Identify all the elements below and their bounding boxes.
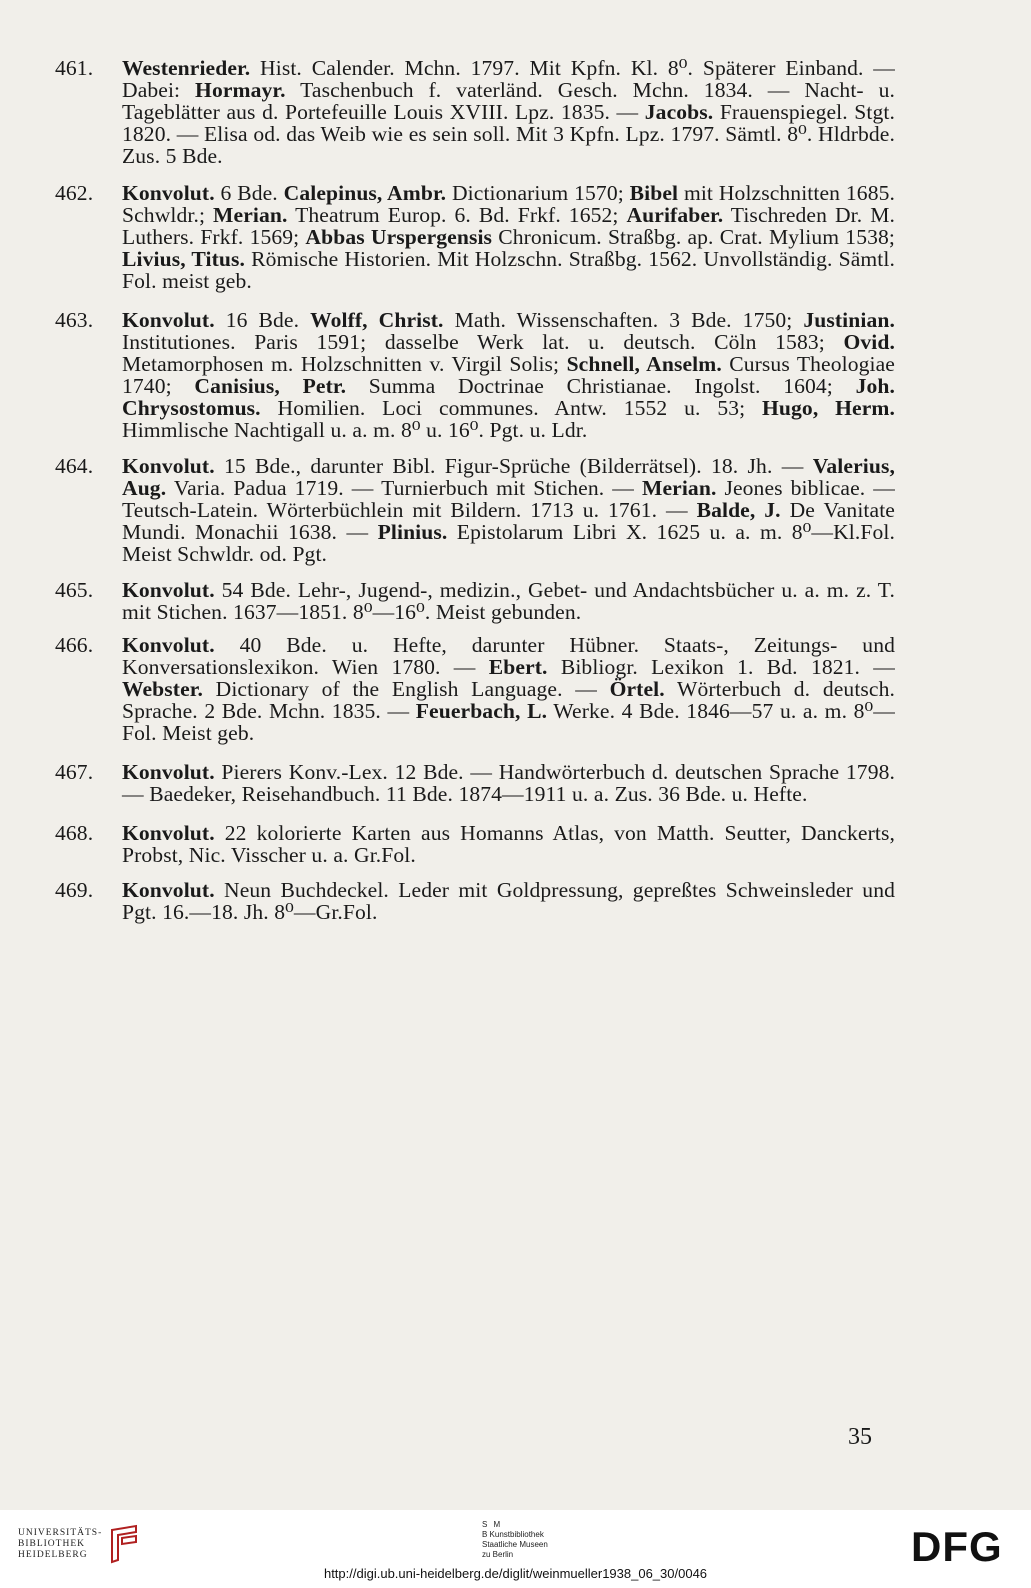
entry-text: Tischreden Dr. M. Luthers. Frkf. 1569;	[122, 203, 895, 249]
catalog-entry	[55, 309, 895, 441]
permalink-url[interactable]: http://digi.ub.uni-heidelberg.de/diglit/weinmueller1938_06_30/0046	[323, 1566, 708, 1581]
ub-logo-line: BIBLIOTHEK	[18, 1538, 85, 1549]
entry-text: Dictionary of the English Language. —	[202, 677, 610, 701]
entry-author: Feuerbach, L.	[415, 699, 548, 723]
entry-author: Calepinus, Ambr.	[283, 181, 447, 205]
entry-text: Institutiones. Paris 1591; dasselbe Werk lat. u. deutsch. Cöln 1583;	[122, 330, 844, 354]
entry-text: Pierers Konv.-Lex. 12 Bde. — Handwörterbuch d. deutschen Sprache 1798. — Baedeker, Reisehandbuch. 11 Bde. 1874—1911 u. a. Zus. 36 Bde. u. Hefte.	[122, 760, 895, 806]
ub-logo-line: HEIDELBERG	[18, 1549, 88, 1560]
entry-author: Canisius, Petr.	[194, 374, 347, 398]
smb-logo-line: zu Berlin	[482, 1550, 514, 1559]
entry-text: Metamorphosen m. Holzschnitten v. Virgil Solis;	[122, 352, 567, 376]
entry-author: Örtel.	[609, 677, 665, 701]
ub-heidelberg-logo-text	[18, 1528, 102, 1561]
catalog-entry	[55, 634, 895, 744]
entry-number: 469.	[55, 878, 94, 902]
page-number: 35	[848, 1424, 872, 1450]
entry-number: 467.	[55, 760, 94, 784]
entry-author: Westenrieder.	[122, 56, 251, 80]
entry-text: mit Holzschnitten 1685. Schwldr.;	[122, 181, 895, 227]
entry-text: Hist. Calender. Mchn. 1797. Mit Kpfn. Kl. 8⁰. Späterer Einband. — Dabei:	[122, 56, 895, 102]
catalog-entry	[55, 182, 895, 292]
ub-heidelberg-logo[interactable]	[18, 1524, 144, 1564]
smb-logo-line: Staatliche Museen	[482, 1540, 548, 1549]
entry-author: Abbas Urspergensis	[305, 225, 493, 249]
entry-author: Konvolut.	[122, 454, 215, 478]
entry-text: Theatrum Europ. 6. Bd. Frkf. 1652;	[287, 203, 627, 227]
entry-author: Konvolut.	[122, 308, 215, 332]
entry-text: De Vanitate Mundi. Monachii 1638. —	[122, 498, 895, 544]
entry-text: Dictionarium 1570;	[446, 181, 630, 205]
entry-text: Frauenspiegel. Stgt. 1820. — Elisa od. das Weib wie es sein soll. Mit 3 Kpfn. Lpz. 1797. Sämtl. 8⁰. Hldrbde. Zus. 5 Bde.	[122, 100, 895, 168]
catalog-entries	[55, 57, 895, 923]
catalog-entry	[55, 879, 895, 923]
entry-author: Webster.	[122, 677, 203, 701]
dfg-logo[interactable]: DFG	[911, 1523, 1003, 1570]
smb-logo-mark: S M	[482, 1520, 503, 1529]
catalog-entry	[55, 57, 895, 167]
entry-text: Epistolarum Libri X. 1625 u. a. m. 8⁰—Kl.Fol. Meist Schwldr. od. Pgt.	[122, 520, 895, 566]
entry-author: Konvolut.	[122, 760, 215, 784]
entry-author: Merian.	[641, 476, 717, 500]
entry-text: Varia. Padua 1719. — Turnierbuch mit Stichen. —	[166, 476, 642, 500]
entry-number: 465.	[55, 578, 94, 602]
entry-text: Römische Historien. Mit Holzschn. Straßbg. 1562. Unvollständig. Sämtl. Fol. meist geb.	[122, 247, 896, 293]
smb-kunstbibliothek-logo[interactable]	[482, 1520, 548, 1560]
entry-author: Valerius, Aug.	[122, 454, 895, 500]
entry-author: Hugo, Herm.	[762, 396, 895, 420]
ub-heidelberg-mark-icon	[106, 1524, 144, 1564]
entry-text: 6 Bde.	[214, 181, 284, 205]
entry-text: Taschenbuch f. vaterländ. Gesch. Mchn. 1834. — Nacht- u. Tageblätter aus d. Portefeuille Louis XVIII. Lpz. 1835. —	[122, 78, 895, 124]
entry-number: 466.	[55, 633, 94, 657]
entry-author: Balde, J.	[696, 498, 781, 522]
smb-logo-line: B Kunstbibliothek	[482, 1530, 544, 1539]
entry-author: Ebert.	[488, 655, 548, 679]
entry-number: 462.	[55, 181, 94, 205]
entry-author: Merian.	[213, 203, 288, 227]
entry-text: Werke. 4 Bde. 1846—57 u. a. m. 8⁰—Fol. Meist geb.	[122, 699, 895, 745]
entry-text: Chronicum. Straßbg. ap. Crat. Mylium 1538;	[492, 225, 895, 249]
entry-text: 22 kolorierte Karten aus Homanns Atlas, von Matth. Seutter, Danckerts, Probst, Nic. Visscher u. a. Gr.Fol.	[122, 821, 895, 867]
entry-author: Plinius.	[377, 520, 448, 544]
entry-author: Aurifaber.	[626, 203, 724, 227]
entry-author: Bibel	[629, 181, 679, 205]
entry-author: Livius, Titus.	[122, 247, 246, 271]
entry-author: Hormayr.	[195, 78, 286, 102]
entry-author: Justinian.	[803, 308, 895, 332]
catalog-entry	[55, 579, 895, 623]
entry-text: Bibliogr. Lexikon 1. Bd. 1821. —	[547, 655, 895, 679]
entry-number: 461.	[55, 56, 94, 80]
entry-text: Neun Buchdeckel. Leder mit Goldpressung, gepreßtes Schweinsleder und Pgt. 16.—18. Jh. 8⁰—Gr.Fol.	[122, 878, 895, 924]
entry-author: Jacobs.	[644, 100, 714, 124]
entry-text: Jeones biblicae. — Teutsch-Latein. Wörterbüchlein mit Bildern. 1713 u. 1761. —	[122, 476, 895, 522]
catalog-entry	[55, 822, 895, 866]
entry-author: Konvolut.	[122, 633, 215, 657]
entry-text: 15 Bde., darunter Bibl. Figur-Sprüche (Bilderrätsel). 18. Jh. —	[214, 454, 813, 478]
entry-text: 40 Bde. u. Hefte, darunter Hübner. Staats-, Zeitungs- und Konversationslexikon. Wien 1780. —	[122, 633, 895, 679]
catalog-entry	[55, 761, 895, 805]
entry-text: Math. Wissenschaften. 3 Bde. 1750;	[443, 308, 804, 332]
entry-author: Ovid.	[843, 330, 895, 354]
entry-text: Homilien. Loci communes. Antw. 1552 u. 53;	[260, 396, 763, 420]
entry-author: Wolff, Christ.	[310, 308, 444, 332]
entry-author: Konvolut.	[122, 181, 215, 205]
entry-author: Joh. Chrysostomus.	[122, 374, 895, 420]
ub-logo-line: UNIVERSITÄTS-	[18, 1527, 103, 1538]
entry-number: 463.	[55, 308, 94, 332]
entry-text: Himmlische Nachtigall u. a. m. 8⁰ u. 16⁰. Pgt. u. Ldr.	[122, 418, 588, 442]
entry-author: Konvolut.	[122, 578, 215, 602]
entry-author: Schnell, Anselm.	[566, 352, 722, 376]
entry-author: Konvolut.	[122, 878, 215, 902]
entry-text: 54 Bde. Lehr-, Jugend-, medizin., Gebet- und Andachtsbücher u. a. m. z. T. mit Stichen. 1637—1851. 8⁰—16⁰. Meist gebunden.	[122, 578, 895, 624]
entry-text: Summa Doctrinae Christianae. Ingolst. 1604;	[346, 374, 856, 398]
catalog-entry	[55, 455, 895, 565]
entry-number: 464.	[55, 454, 94, 478]
digitization-footer	[0, 1510, 1031, 1588]
entry-number: 468.	[55, 821, 94, 845]
entry-text: Wörterbuch d. deutsch. Sprache. 2 Bde. Mchn. 1835. —	[122, 677, 895, 723]
entry-text: 16 Bde.	[214, 308, 311, 332]
entry-text: Cursus Theologiae 1740;	[122, 352, 895, 398]
entry-author: Konvolut.	[122, 821, 215, 845]
